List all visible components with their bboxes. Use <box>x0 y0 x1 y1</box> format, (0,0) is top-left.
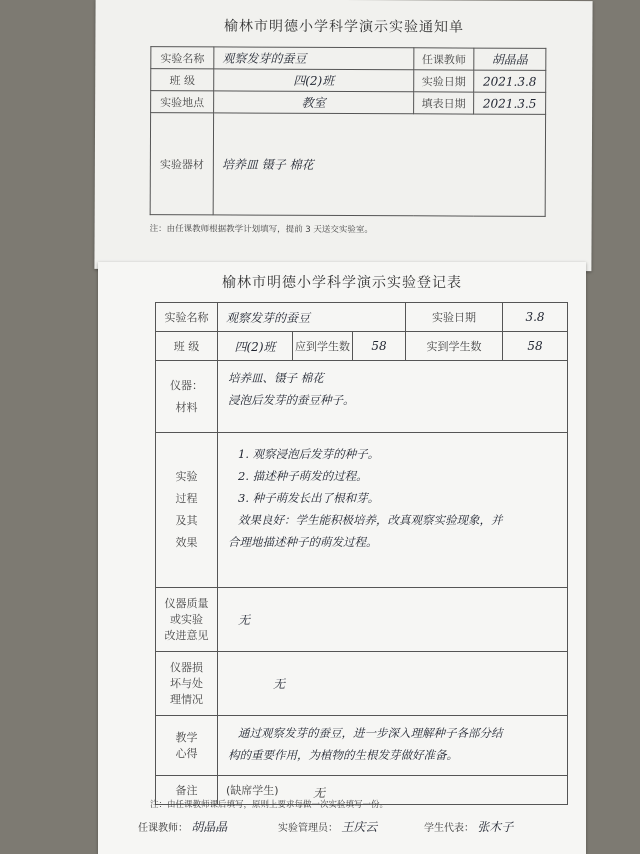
process-line-5: 合理地描述种子的萌发过程。 <box>228 535 378 549</box>
signature-teacher-label: 任课教师： <box>138 823 188 834</box>
reg-label-remark: 备注 <box>156 776 218 805</box>
register-row-class <box>156 332 568 361</box>
signature-manager <box>278 818 377 835</box>
signature-manager-name: 王庆云 <box>341 820 378 834</box>
reg-value-expected: 58 <box>353 332 406 361</box>
signature-manager-label: 实验管理员： <box>278 823 338 834</box>
instruments-line-1: 培养皿、镊子 棉花 <box>228 371 324 385</box>
reg-label-expected: 应到学生数 <box>293 332 353 361</box>
reg-label-actual: 实到学生数 <box>406 332 503 361</box>
reg-label-instruments-2: 材料 <box>175 400 198 414</box>
register-row-name <box>156 303 568 332</box>
signature-teacher-name: 胡晶晶 <box>191 820 228 834</box>
reg-label-exp-date: 实验日期 <box>406 303 503 332</box>
label-equipment: 实验器材 <box>150 113 213 215</box>
reg-label-damage <box>156 652 218 716</box>
register-row-process <box>156 433 568 588</box>
reg-label-quality-1: 仪器质量 <box>164 596 209 610</box>
reg-label-process <box>156 433 218 588</box>
reg-remark-value: 无 <box>313 786 326 800</box>
register-table <box>155 302 568 805</box>
instruments-line-2: 浸泡后发芽的蚕豆种子。 <box>228 393 355 407</box>
reg-label-instruments <box>156 361 218 433</box>
notice-row-class <box>151 69 546 93</box>
register-row-insight <box>156 716 568 776</box>
notice-table <box>150 46 547 217</box>
register-title: 榆林市明德小学科学演示实验登记表 <box>222 275 462 291</box>
reg-value-exp-date: 3.8 <box>503 303 568 332</box>
reg-value-quality: 无 <box>218 588 568 652</box>
signature-teacher <box>138 818 227 835</box>
reg-label-insight <box>156 716 218 776</box>
signature-student <box>424 818 513 835</box>
reg-label-damage-3: 理情况 <box>170 692 203 706</box>
reg-value-class: 四(2)班 <box>218 332 293 361</box>
register-footnote: 注：由任课教师课后填写，原则上要求每做一次实验填写一份。 <box>150 800 389 810</box>
label-place: 实验地点 <box>151 91 214 113</box>
reg-label-quality-3: 改进意见 <box>164 628 209 642</box>
reg-label-damage-1: 仪器损 <box>170 660 203 674</box>
reg-value-process <box>218 433 568 588</box>
reg-label-insight-2: 心得 <box>175 746 198 760</box>
notice-title: 榆林市明德小学科学演示实验通知单 <box>223 18 465 36</box>
reg-label-instruments-1: 仪器： <box>170 378 203 392</box>
notice-sheet <box>94 0 592 271</box>
process-line-2: 2. 描述种子萌发的过程。 <box>238 469 368 483</box>
value-class: 四(2)班 <box>214 69 414 92</box>
reg-value-insight <box>218 716 568 776</box>
value-exp-name: 观察发芽的蚕豆 <box>214 47 414 70</box>
value-place: 教室 <box>214 91 414 114</box>
reg-label-quality <box>156 588 218 652</box>
reg-value-actual: 58 <box>503 332 568 361</box>
notice-footnote: 注：由任课教师根据教学计划填写，提前 3 天送交实验室。 <box>149 224 373 236</box>
signature-student-label: 学生代表： <box>424 823 474 834</box>
register-row-instruments <box>156 361 568 433</box>
label-exp-date: 实验日期 <box>414 70 474 92</box>
reg-value-instruments <box>218 361 568 433</box>
notice-row-equipment <box>150 113 545 217</box>
reg-label-quality-2: 或实验 <box>170 612 203 626</box>
reg-value-damage: 无 <box>218 652 568 716</box>
reg-label-process-1: 实验 <box>175 470 198 483</box>
reg-value-exp-name: 观察发芽的蚕豆 <box>218 303 406 332</box>
notice-row-name <box>151 47 546 71</box>
label-exp-name: 实验名称 <box>151 47 214 69</box>
label-teacher: 任课教师 <box>414 48 474 70</box>
label-fill-date: 填表日期 <box>414 92 474 114</box>
signature-student-name: 张木子 <box>477 820 514 834</box>
register-row-quality <box>156 588 568 652</box>
value-teacher: 胡晶晶 <box>474 48 546 70</box>
reg-label-process-4: 效果 <box>175 536 198 549</box>
reg-remark-text: (缺席学生) <box>226 784 279 797</box>
value-equipment: 培养皿 镊子 棉花 <box>213 113 545 216</box>
reg-label-class: 班 级 <box>156 332 218 361</box>
process-line-3: 3. 种子萌发长出了根和芽。 <box>238 491 380 505</box>
reg-label-process-3: 及其 <box>175 514 198 527</box>
reg-label-process-2: 过程 <box>175 492 198 505</box>
insight-line-1: 通过观察发芽的蚕豆，进一步深入理解种子各部分结 <box>238 726 503 740</box>
reg-label-insight-1: 教学 <box>175 730 198 744</box>
value-exp-date: 2021.3.8 <box>474 70 546 92</box>
process-line-1: 1. 观察浸泡后发芽的种子。 <box>238 447 380 461</box>
notice-row-place <box>151 91 546 115</box>
reg-label-exp-name: 实验名称 <box>156 303 218 332</box>
reg-label-damage-2: 坏与处 <box>170 676 203 690</box>
label-class: 班 级 <box>151 69 214 91</box>
register-row-damage <box>156 652 568 716</box>
insight-line-2: 构的重要作用，为植物的生根发芽做好准备。 <box>228 748 458 762</box>
value-fill-date: 2021.3.5 <box>474 92 546 114</box>
register-sheet <box>98 262 586 854</box>
process-line-4: 效果良好：学生能积极培养，改真观察实验现象，并 <box>238 513 503 527</box>
